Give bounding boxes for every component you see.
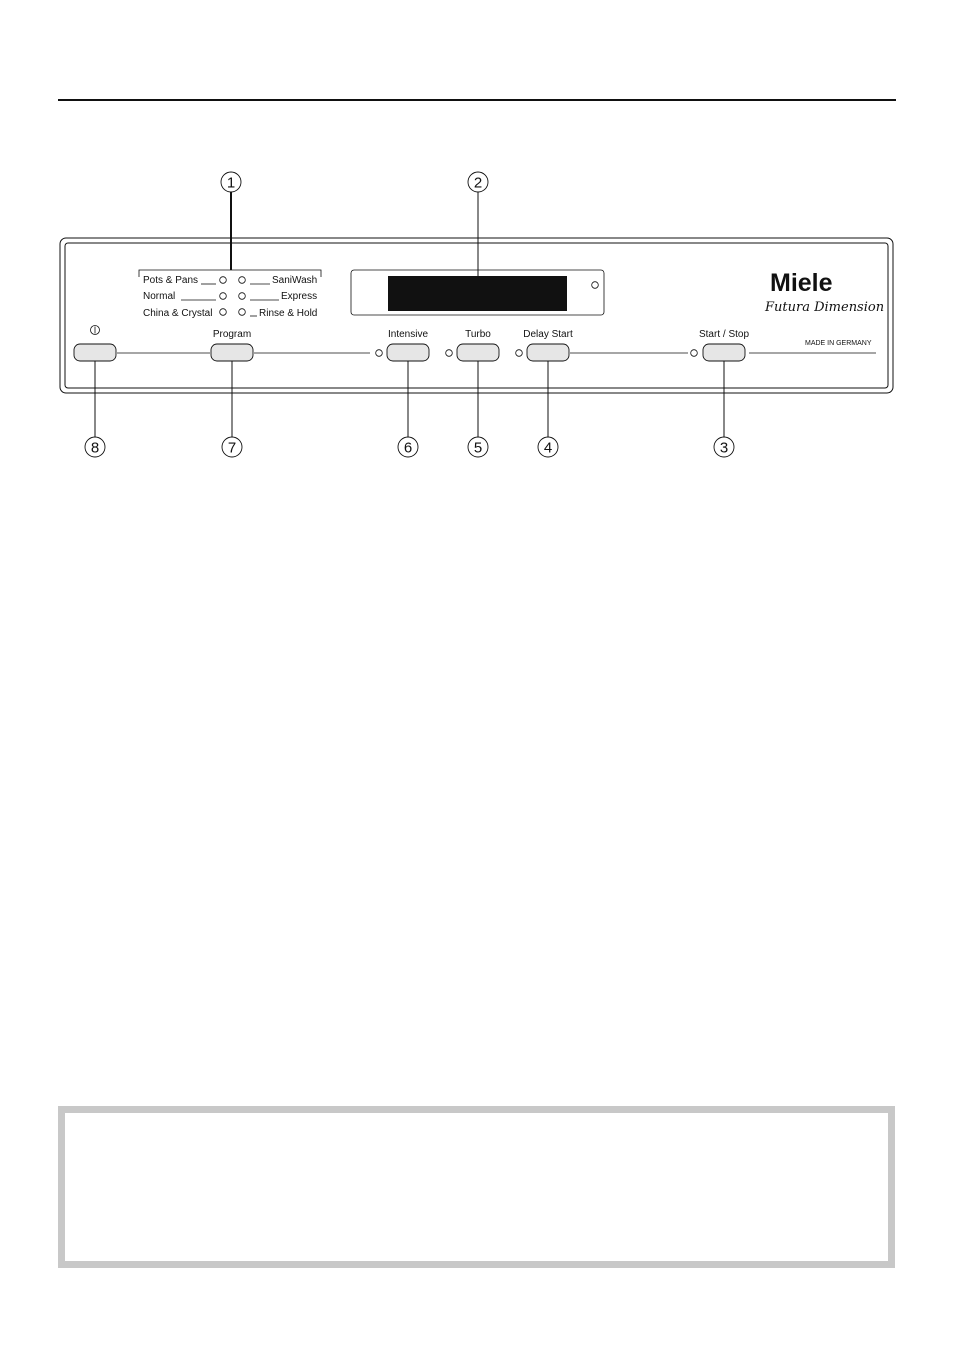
callout-7	[222, 437, 242, 457]
led-start-stop	[691, 350, 698, 357]
led-china-crystal	[220, 309, 227, 316]
label-normal: Normal	[143, 291, 176, 302]
label-intensive: Intensive	[387, 329, 429, 340]
callout-8	[85, 437, 105, 457]
callout-1	[221, 172, 241, 192]
callout-4-number: 4	[543, 439, 553, 457]
callout-4	[538, 437, 558, 457]
led-rinse-hold	[239, 309, 246, 316]
display-led	[592, 282, 599, 289]
callout-3	[714, 437, 734, 457]
led-express	[239, 293, 246, 300]
label-saniwash: SaniWash	[272, 275, 318, 286]
turbo-button[interactable]	[457, 344, 499, 361]
callout-3-number: 3	[719, 439, 729, 457]
label-pots-pans: Pots & Pans	[143, 275, 199, 286]
led-delay-start	[516, 350, 523, 357]
note-box	[58, 1106, 895, 1268]
callout-8-number: 8	[90, 439, 100, 457]
label-turbo: Turbo	[465, 329, 491, 340]
delay-start-button[interactable]	[527, 344, 569, 361]
label-express: Express	[281, 291, 318, 302]
intensive-button[interactable]	[387, 344, 429, 361]
label-china-crystal: China & Crystal	[143, 308, 213, 319]
start-stop-button[interactable]	[703, 344, 745, 361]
label-delay-start: Delay Start	[523, 329, 573, 340]
led-pots-pans	[220, 277, 227, 284]
led-intensive	[376, 350, 383, 357]
callout-5	[468, 437, 488, 457]
callout-5-number: 5	[473, 439, 483, 457]
callout-7-number: 7	[227, 439, 237, 457]
callout-2	[468, 172, 488, 192]
led-normal	[220, 293, 227, 300]
label-rinse-hold: Rinse & Hold	[259, 308, 318, 319]
led-saniwash	[239, 277, 246, 284]
callout-1-number: 1	[226, 174, 236, 192]
led-turbo	[446, 350, 453, 357]
program-button[interactable]	[211, 344, 253, 361]
power-button[interactable]	[74, 344, 116, 361]
label-program: Program	[212, 329, 252, 340]
label-start-stop: Start / Stop	[698, 329, 750, 340]
made-in-label: MADE IN GERMANY	[805, 340, 872, 347]
display-screen	[388, 276, 567, 311]
brand-logo: Miele	[770, 269, 833, 297]
callout-2-number: 2	[473, 174, 483, 192]
callout-6-number: 6	[403, 439, 413, 457]
brand-model-name: Futura Dimension	[765, 300, 885, 315]
callout-6	[398, 437, 418, 457]
